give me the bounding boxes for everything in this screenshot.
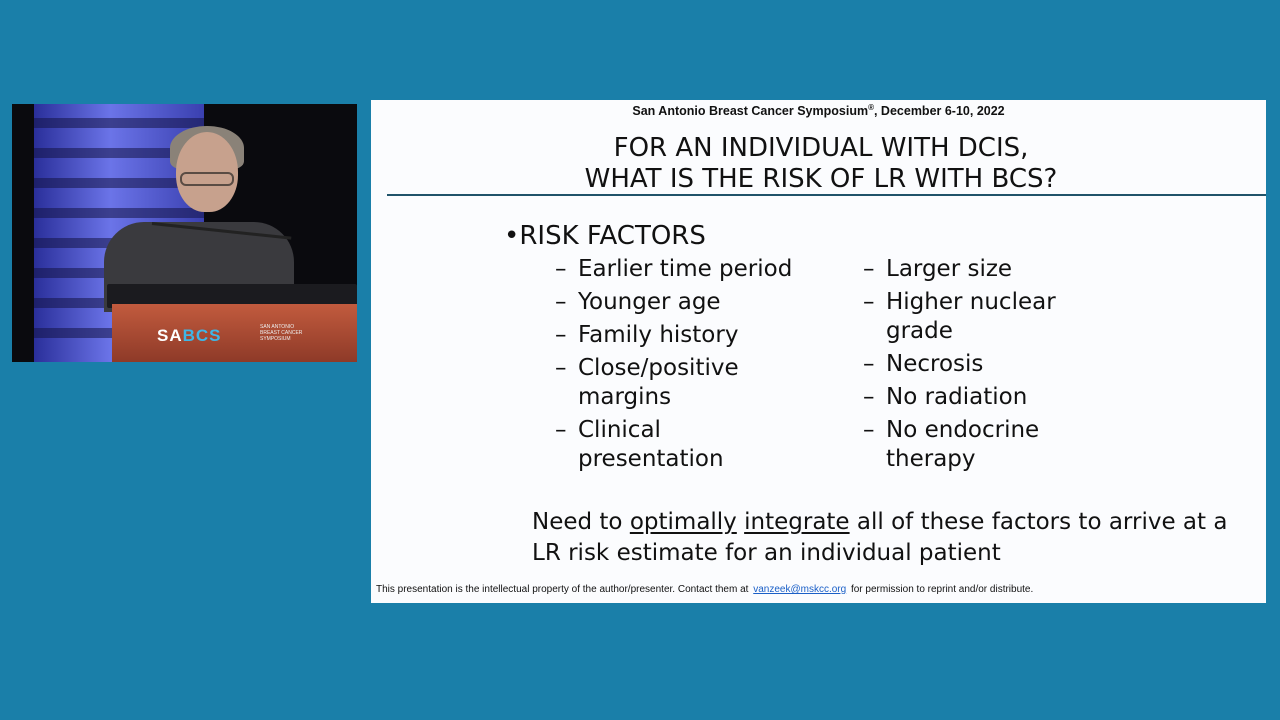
risk-factors-bullet	[504, 220, 706, 252]
summary-optimally: optimally	[629, 509, 737, 535]
podium-logo-bcs: BCS	[182, 326, 222, 345]
author-email-link[interactable]: vanzeek@mskcc.org	[753, 584, 847, 595]
risk-factor-text: Family history	[578, 322, 739, 348]
dash-marker: –	[863, 417, 875, 443]
risk-factors-right-column	[863, 255, 1123, 478]
conference-date: , December 6-10, 2022	[873, 104, 1005, 119]
conference-name: San Antonio Breast Cancer Symposium	[632, 104, 869, 119]
list-item	[863, 383, 1123, 412]
summary-part-2: all of these factors to arrive at a LR risk estimate for an individual patient	[532, 509, 1228, 566]
podium-logo-sa: SA	[157, 326, 183, 345]
list-item	[555, 288, 845, 317]
slide-title-line-2: WHAT IS THE RISK OF LR WITH BCS?	[584, 164, 1058, 194]
list-item	[555, 354, 778, 412]
dash-marker: –	[863, 256, 875, 282]
list-item	[555, 416, 778, 474]
registered-mark: ®	[868, 103, 874, 112]
slide-title	[371, 133, 1271, 195]
list-item	[863, 255, 1123, 284]
risk-factor-text: No endocrine therapy	[886, 417, 1040, 472]
risk-factor-text: No radiation	[886, 384, 1028, 410]
risk-factor-text: Larger size	[886, 256, 1013, 282]
dash-marker: –	[555, 355, 567, 381]
podium	[112, 304, 357, 362]
podium-logo	[157, 326, 222, 346]
dash-marker: –	[863, 351, 875, 377]
dash-marker: –	[555, 322, 567, 348]
list-item	[863, 288, 1086, 346]
bullet-marker: •	[504, 221, 520, 251]
risk-factor-text: Clinical presentation	[578, 417, 724, 472]
risk-factor-text: Higher nuclear grade	[886, 289, 1056, 344]
copyright-footer	[376, 583, 1033, 596]
dash-marker: –	[863, 289, 875, 315]
podium-logo-text: SAN ANTONIO BREAST CANCER SYMPOSIUM	[260, 324, 303, 342]
speaker-glasses	[180, 172, 234, 186]
conference-header	[371, 100, 1266, 119]
dash-marker: –	[555, 289, 567, 315]
slide-title-line-1: FOR AN INDIVIDUAL WITH DCIS,	[613, 133, 1029, 163]
risk-factor-text: Necrosis	[886, 351, 984, 377]
footer-text-after: for permission to reprint and/or distribute.	[850, 584, 1034, 595]
list-item	[863, 416, 1086, 474]
backdrop-stripe	[34, 208, 204, 218]
backdrop-stripe	[34, 118, 204, 128]
presentation-slide	[371, 100, 1266, 603]
speaker-video	[12, 104, 357, 362]
dash-marker: –	[555, 256, 567, 282]
list-item	[555, 321, 845, 350]
list-item	[555, 255, 845, 284]
risk-factors-left-column	[555, 255, 845, 478]
title-divider	[387, 194, 1266, 196]
bullet-text: RISK FACTORS	[519, 221, 706, 251]
risk-factor-text: Younger age	[578, 289, 721, 315]
footer-text-before: This presentation is the intellectual property of the author/presenter. Contact them at	[376, 584, 749, 595]
summary-integrate: integrate	[744, 509, 850, 535]
dash-marker: –	[863, 384, 875, 410]
risk-factor-text: Close/positive margins	[578, 355, 739, 410]
summary-part-1: Need to	[532, 509, 630, 535]
list-item	[863, 350, 1123, 379]
summary-text	[532, 507, 1232, 569]
dash-marker: –	[555, 417, 567, 443]
risk-factor-text: Earlier time period	[578, 256, 793, 282]
